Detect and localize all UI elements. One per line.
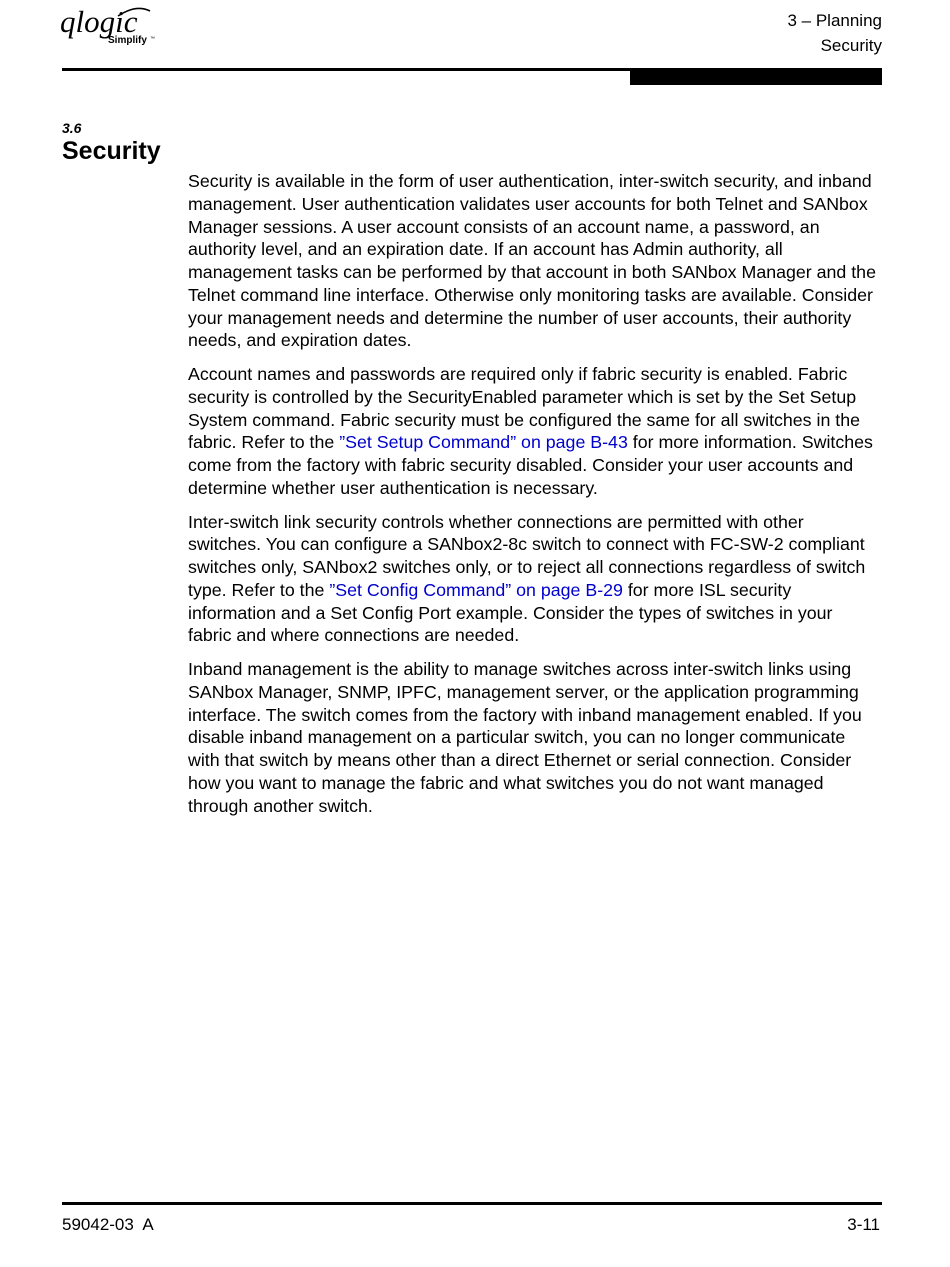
set-setup-command-link[interactable]: ”Set Setup Command” on page B-43 [339, 432, 628, 453]
section-number: 3.6 [62, 120, 82, 136]
body-content [188, 170, 880, 828]
paragraph-overview: Security is available in the form of user authentication, inter-switch security, and inband management. User authentication validates user accounts for both Telnet and SANbox Manager sessions. A user account consists of an account name, a password, an authority level, and an expiration date. If an account has Admin authority, all management tasks can be performed by that account in both SANbox Manager and the Telnet command line interface. Otherwise only monitoring tasks are available. Consider your management needs and determine the number of user accounts, their authority needs, and expiration dates. [188, 171, 876, 351]
paragraph-inband: Inband management is the ability to manage switches across inter-switch links using SANbox Manager, SNMP, IPFC, management server, or the application programming interface. The switch comes from the factory with inband management enabled. If you disable inband management on a particular switch, you can no longer communicate with that switch by means other than a direct Ethernet or serial connection. Consider how you want to manage the fabric and what switches you do not want managed through another switch. [188, 659, 862, 816]
running-header [787, 8, 882, 58]
paragraph-inter-switch [188, 511, 880, 648]
paragraph-text: for more ISL security information and a Set Config Port example. Consider the types of switches in your fabric and where connections are needed. [188, 579, 833, 646]
footer-page-number: 3-11 [847, 1215, 880, 1234]
header-tab-bar [630, 71, 882, 85]
footer-rule [62, 1202, 882, 1205]
header-section: Security [820, 36, 882, 55]
section-title: Security [62, 137, 161, 165]
footer-doc-number: 59042-03 A [62, 1215, 154, 1234]
paragraph-text: for more information. Switches come from the factory with fabric security disabled. Consider your user accounts and determine whether user authentication is necessary. [188, 432, 873, 498]
paragraph-text: Inter-switch link security controls whether connections are permitted with other switches. You can configure a SANbox2-8c switch to connect with FC-SW-2 compliant switches only, SANbox2 switches only, or to reject all connections regardless of switch type. Refer to the [188, 511, 866, 600]
logo-tagline: Simplify [108, 35, 147, 46]
logo-wordmark: qlogic [60, 4, 138, 39]
header-chapter: 3 – Planning [787, 11, 882, 30]
set-config-command-link[interactable]: ”Set Config Command” on page B-29 [329, 579, 623, 600]
paragraph-text: Account names and passwords are required only if fabric security is enabled. Fabric security is controlled by the SecurityEnabled parameter which is set by the Set Setup System command. Fabric security must be configured the same for all switches in the fabric. Refer to the [188, 364, 861, 453]
qlogic-logo [60, 2, 170, 58]
paragraph-account-names [188, 363, 880, 500]
logo-tm: ™ [150, 36, 155, 42]
qlogic-logo-mark [60, 2, 170, 58]
